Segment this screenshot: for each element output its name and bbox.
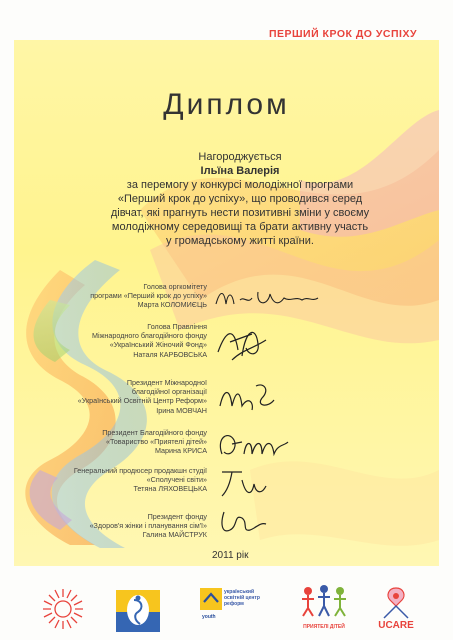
awarded-label: Нагороджується (198, 151, 282, 163)
recipient-name: Ільїна Валерія (200, 165, 280, 177)
award-text-line: у громадському житті країни. (166, 235, 314, 247)
signatory-line: Президент фонду (147, 512, 207, 521)
pryiateli-ditei-caption: ПРИЯТЕЛІ ДІТЕЙ (303, 624, 345, 630)
signatory-line: Марина КРИСА (154, 446, 207, 456)
signatory-line: благодійної організації (131, 387, 207, 397)
handwritten-signature (212, 424, 292, 464)
ucer-badge: youth (202, 614, 216, 620)
signatory-line: Президент Міжнародної (126, 378, 207, 387)
signatory-text (90, 282, 207, 310)
signatory-line: «Товариство «Приятелі дітей» (105, 437, 207, 447)
signatory-line: Генеральний продюсер продакшн студії (73, 466, 207, 475)
pryiateli-ditei-logo-block (296, 582, 352, 638)
ucer-logo-icon (200, 588, 222, 610)
signatory-text (102, 428, 207, 456)
handwritten-signature (212, 504, 272, 540)
signatory-line: Ірина МОВЧАН (156, 405, 207, 415)
ucer-logo-caption (224, 589, 268, 607)
logo-caption-line: реформ (224, 601, 244, 607)
handwritten-signature (212, 320, 272, 364)
award-text-line: дівчат, які прагнуть нести позитивні зміни у своєму (110, 207, 370, 219)
diploma-title: Диплом (163, 88, 290, 121)
signatory-line: «Український Освітній Центр Реформ» (77, 396, 207, 406)
signatory-line: Голова Правління (147, 322, 207, 331)
ucare-caption: UCARE (378, 620, 414, 631)
signatory-line: Голова оргкомітету (143, 282, 207, 291)
handwritten-signature (212, 466, 272, 502)
signatory-text (92, 322, 207, 359)
signatory-line: Тетяна ЛЯХОВЕЦЬКА (133, 484, 207, 494)
handwritten-signature (212, 282, 332, 312)
signatory-text (78, 378, 207, 415)
ucare-logo-icon (372, 584, 420, 620)
ucer-logo-block (200, 588, 264, 632)
signatory-line: Галина МАЙСТРУК (142, 530, 207, 540)
award-text-line: «Перший крок до успіху», що проводився серед (117, 193, 363, 205)
issue-year: 2011 рік (212, 550, 249, 561)
signatory-text (90, 512, 207, 540)
award-text-block (60, 150, 420, 248)
logo-caption-line: освітній центр (224, 595, 260, 601)
signatory-line: «Сполучені світи» (146, 475, 207, 485)
signatory-line: Марта КОЛОМИЄЦЬ (137, 300, 207, 310)
ukrainian-womens-fund-logo-icon (112, 584, 164, 636)
handwritten-signature (212, 378, 282, 418)
program-title: ПЕРШИЙ КРОК ДО УСПІХУ (268, 28, 417, 40)
signatory-line: програми «Перший крок до успіху» (90, 291, 207, 301)
signatory-line: Наталя КАРБОВСЬКА (133, 349, 207, 359)
pryiateli-ditei-logo-icon (296, 582, 352, 622)
signatory-line: Міжнародного благодійного фонду (92, 331, 207, 341)
ribbon-swirl-bottom (250, 461, 439, 545)
signatory-line: «Здоров'я жінки і планування сім'ї» (89, 521, 207, 531)
signatory-line: «Український Жіночий Фонд» (109, 340, 207, 350)
award-text-line: за перемогу у конкурсі молодіжної програми (126, 179, 354, 191)
logo-caption-line: український (224, 589, 255, 595)
signatory-line: Президент Благодійного фонду (102, 428, 207, 437)
signatory-text (74, 466, 207, 494)
partner-logos (0, 572, 453, 640)
ucare-logo-block (372, 584, 420, 638)
sunflower-logo-icon (40, 586, 86, 632)
award-text-line: молодіжному середовищі та брати активну участь (111, 221, 369, 233)
